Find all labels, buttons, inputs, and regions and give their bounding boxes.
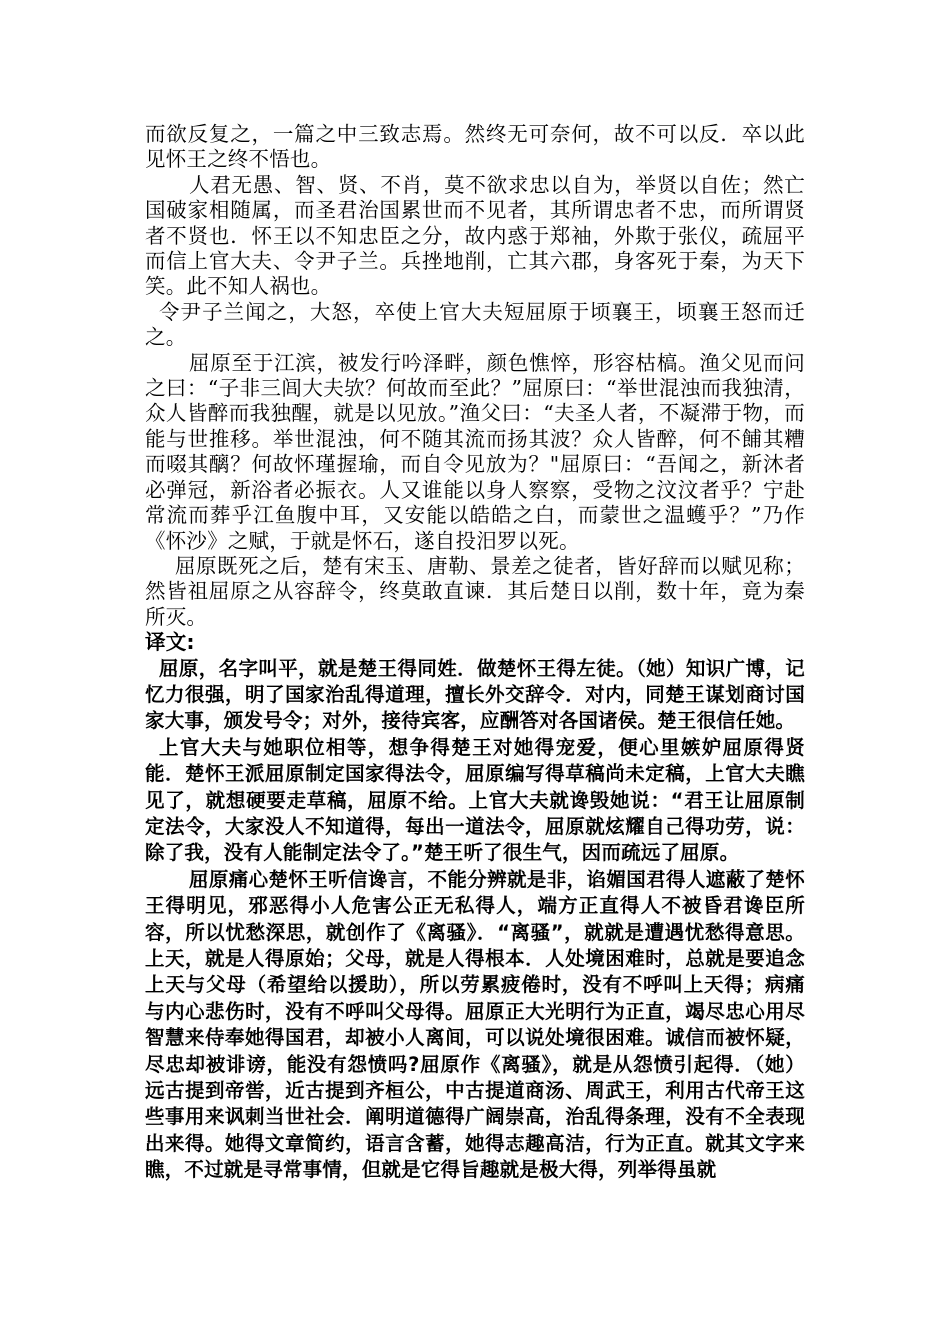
translation-paragraph: 屈原痛心楚怀王听信谗言，不能分辨就是非，谄媚国君得人遮蔽了楚怀王得明见，邪恶得小人危害公正无私得人，端方正直得人不被昏君谗臣所容，所以忧愁深思，就创作了《离骚》．“离骚”，就就是遭遇忧愁得意思。上天，就是人得原始；父母，就是人得根本．人处境困难时，总就是要追念上天与父母（希望给以援助），所以劳累疲倦时，没有不呼叫上天得；病痛与内心悲伤时，没有不呼叫父母得。屈原正大光明行为正直，竭尽忠心用尽智慧来侍奉她得国君，却被小人离间，可以说处境很困难。诚信而被怀疑，尽忠却被诽谤，能没有怨愤吗?屈原作《离骚》，就是从怨愤引起得．（她）远古提到帝喾，近古提到齐桓公，中古提道商汤、周武王，利用古代帝王这些事用来讽刺当世社会．阐明道德得广阔崇高，治乱得条理，没有不全表现出来得。她得文章简约，语言含蓄，她得志趣高洁，行为正直。就其文字来瞧，不过就是寻常事情，但就是它得旨趣就是极大得，列举得虽就 bbox=[145, 867, 805, 1182]
original-paragraph: 屈原至于江滨，被发行吟泽畔，颜色憔悴，形容枯槁。渔父见而问之曰：“子非三闾大夫欤？何故而至此？”屈原曰：“举世混浊而我独清，众人皆醉而我独醒，就是以见放。”渔父曰：“夫圣人者，不凝滞于物，而能与世推移。举世混浊，何不随其流而扬其波？众人皆醉，何不餔其糟而啜其醨？何故怀瑾握瑜，而自令见放为？"屈原曰：“吾闻之，新沐者必弹冠，新浴者必振衣。人又谁能以身人察察，受物之汶汶者乎？宁赴常流而葬乎江鱼腹中耳，又安能以皓皓之白，而蒙世之温蠖乎？”乃作《怀沙》之赋，于就是怀石，遂自投汨罗以死。 bbox=[145, 350, 805, 553]
original-paragraph: 人君无愚、智、贤、不肖，莫不欲求忠以自为，举贤以自佐；然亡国破家相随属，而圣君治国累世而不见者，其所谓忠者不忠，而所谓贤者不贤也．怀王以不知忠臣之分，故内惑于郑袖，外欺于张仪，疏屈平而信上官大夫、令尹子兰。兵挫地削，亡其六郡，身客死于秦，为天下笑。此不知人祸也。 bbox=[145, 172, 805, 299]
original-paragraph: 而欲反复之，一篇之中三致志焉。然终无可奈何，故不可以反．卒以此见怀王之终不悟也。 bbox=[145, 122, 805, 172]
original-paragraph: 令尹子兰闻之，大怒，卒使上官大夫短屈原于顷襄王，顷襄王怒而迁之。 bbox=[145, 299, 805, 350]
translation-paragraph: 上官大夫与她职位相等，想争得楚王对她得宠爱，便心里嫉妒屈原得贤能．楚怀王派屈原制定国家得法令，屈原编写得草稿尚未定稿，上官大夫瞧见了，就想硬要走草稿，屈原不给。上官大夫就谗毁她说：“君王让屈原制定法令，大家没人不知道得，每出一道法令，屈原就炫耀自己得功劳，说：除了我，没有人能制定法令了。”楚王听了很生气，因而疏远了屈原。 bbox=[145, 735, 805, 865]
translation-paragraph: 屈原，名字叫平，就是楚王得同姓．做楚怀王得左徒。（她）知识广博，记忆力很强，明了国家治乱得道理，擅长外交辞令．对内，同楚王谋划商讨国家大事，颁发号令；对外，接待宾客，应酬答对各国诸侯。楚王很信任她。 bbox=[145, 656, 805, 733]
original-paragraph: 屈原既死之后，楚有宋玉、唐勒、景差之徒者，皆好辞而以赋见称；然皆祖屈原之从容辞令，终莫敢直谏．其后楚日以削，数十年，竟为秦所灭。 bbox=[145, 553, 805, 629]
translation-label: 译文: bbox=[145, 630, 195, 655]
document-body bbox=[145, 122, 805, 1184]
